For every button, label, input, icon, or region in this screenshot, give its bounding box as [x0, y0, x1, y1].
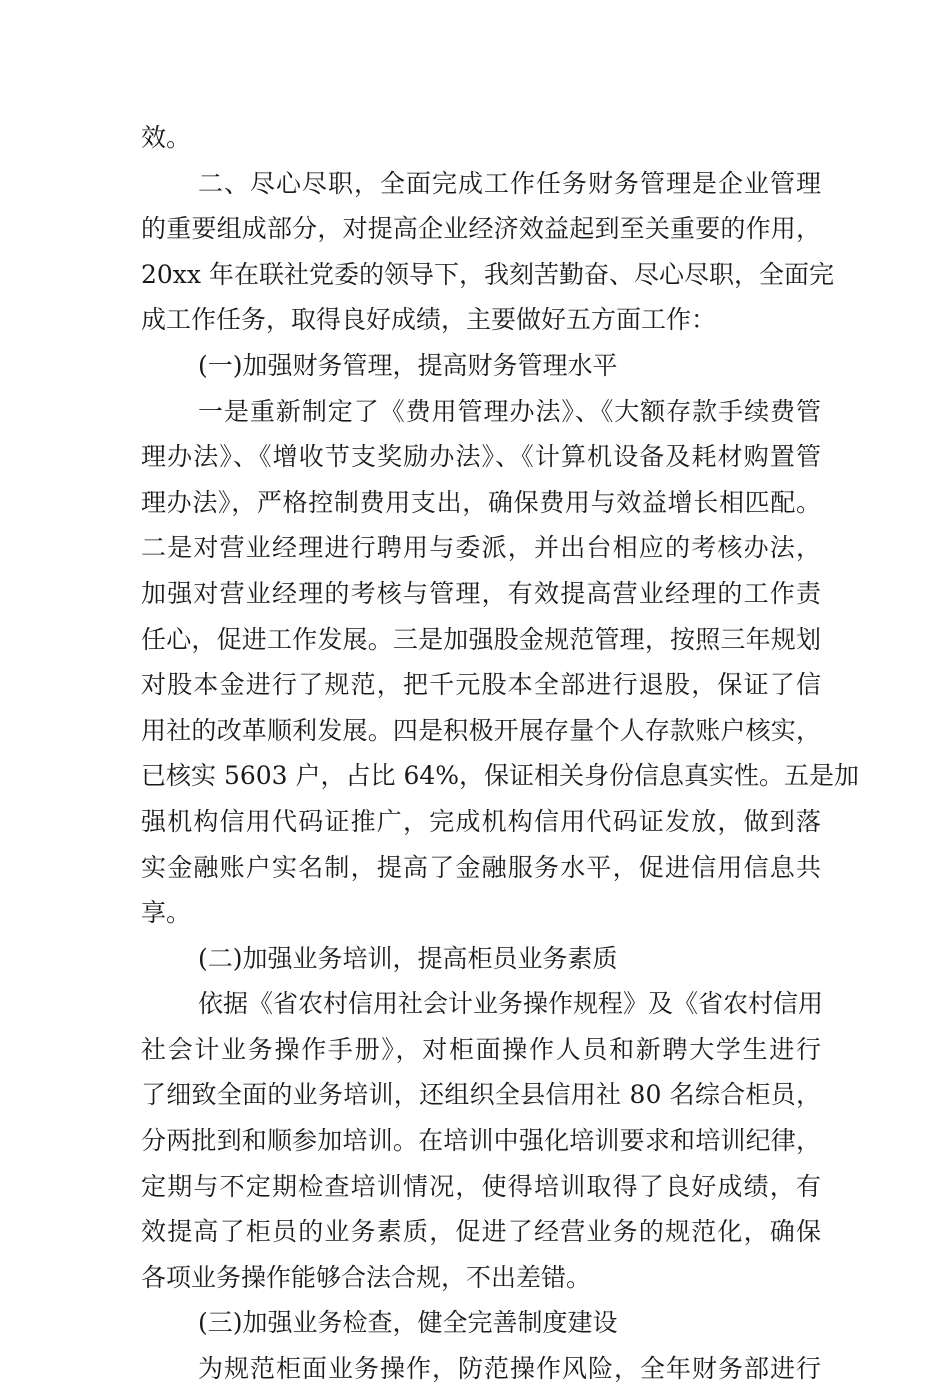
text-line: 各项业务操作能够合法合规，不出差错。 [141, 1262, 592, 1292]
section-heading: (一)加强财务管理，提高财务管理水平 [198, 350, 618, 380]
text-line: 加强对营业经理的考核与管理，有效提高营业经理的工作责 [141, 578, 821, 608]
section-heading: (三)加强业务检查，健全完善制度建设 [198, 1308, 618, 1338]
text-line: 的重要组成部分，对提高企业经济效益起到至关重要的作用， [141, 214, 821, 244]
text-line: 效。 [141, 123, 192, 152]
section-heading: (二)加强业务培训，提高柜员业务素质 [198, 943, 618, 973]
text-line: 社会计业务操作手册》，对柜面操作人员和新聘大学生进行 [141, 1034, 821, 1064]
text-line: 依据《省农村信用社会计业务操作规程》及《省农村信用 [198, 989, 824, 1019]
text-line: 分两批到和顺参加培训。在培训中强化培训要求和培训纪律， [141, 1126, 821, 1156]
text-line: 理办法》、《增收节支奖励办法》、《计算机设备及耗材购置管 [141, 442, 821, 472]
text-line: 已核实 5603 户，占比 64%，保证相关身份信息真实性。五是加 [141, 761, 860, 791]
text-line: 实金融账户实名制，提高了金融服务水平，促进信用信息共 [141, 852, 821, 882]
text-line: 成工作任务，取得良好成绩，主要做好五方面工作： [141, 305, 717, 335]
text-line: 为规范柜面业务操作，防范操作风险，全年财务部进行 [198, 1354, 821, 1384]
text-line: 享。 [141, 898, 192, 928]
text-line: 了细致全面的业务培训，还组织全县信用社 80 名综合柜员， [141, 1080, 821, 1110]
text-line: 用社的改革顺利发展。四是积极开展存量个人存款账户核实， [141, 715, 821, 745]
text-line: 任心，促进工作发展。三是加强股金规范管理，按照三年规划 [141, 624, 821, 654]
text-line: 20xx 年在联社党委的领导下，我刻苦勤奋、尽心尽职，全面完 [141, 259, 834, 289]
text-line: 一是重新制定了《费用管理办法》、《大额存款手续费管 [198, 396, 821, 426]
text-line: 理办法》，严格控制费用支出，确保费用与效益增长相匹配。 [141, 487, 821, 517]
document-body [141, 115, 860, 1392]
text-line: 二、尽心尽职，全面完成工作任务财务管理是企业管理 [198, 168, 821, 198]
text-line: 二是对营业经理进行聘用与委派，并出台相应的考核办法， [141, 533, 821, 563]
text-line: 对股本金进行了规范，把千元股本全部进行退股，保证了信 [141, 670, 821, 700]
text-line: 强机构信用代码证推广，完成机构信用代码证发放，做到落 [141, 806, 821, 836]
text-line: 效提高了柜员的业务素质，促进了经营业务的规范化，确保 [141, 1217, 821, 1247]
text-line: 定期与不定期检查培训情况，使得培训取得了良好成绩，有 [141, 1171, 821, 1201]
